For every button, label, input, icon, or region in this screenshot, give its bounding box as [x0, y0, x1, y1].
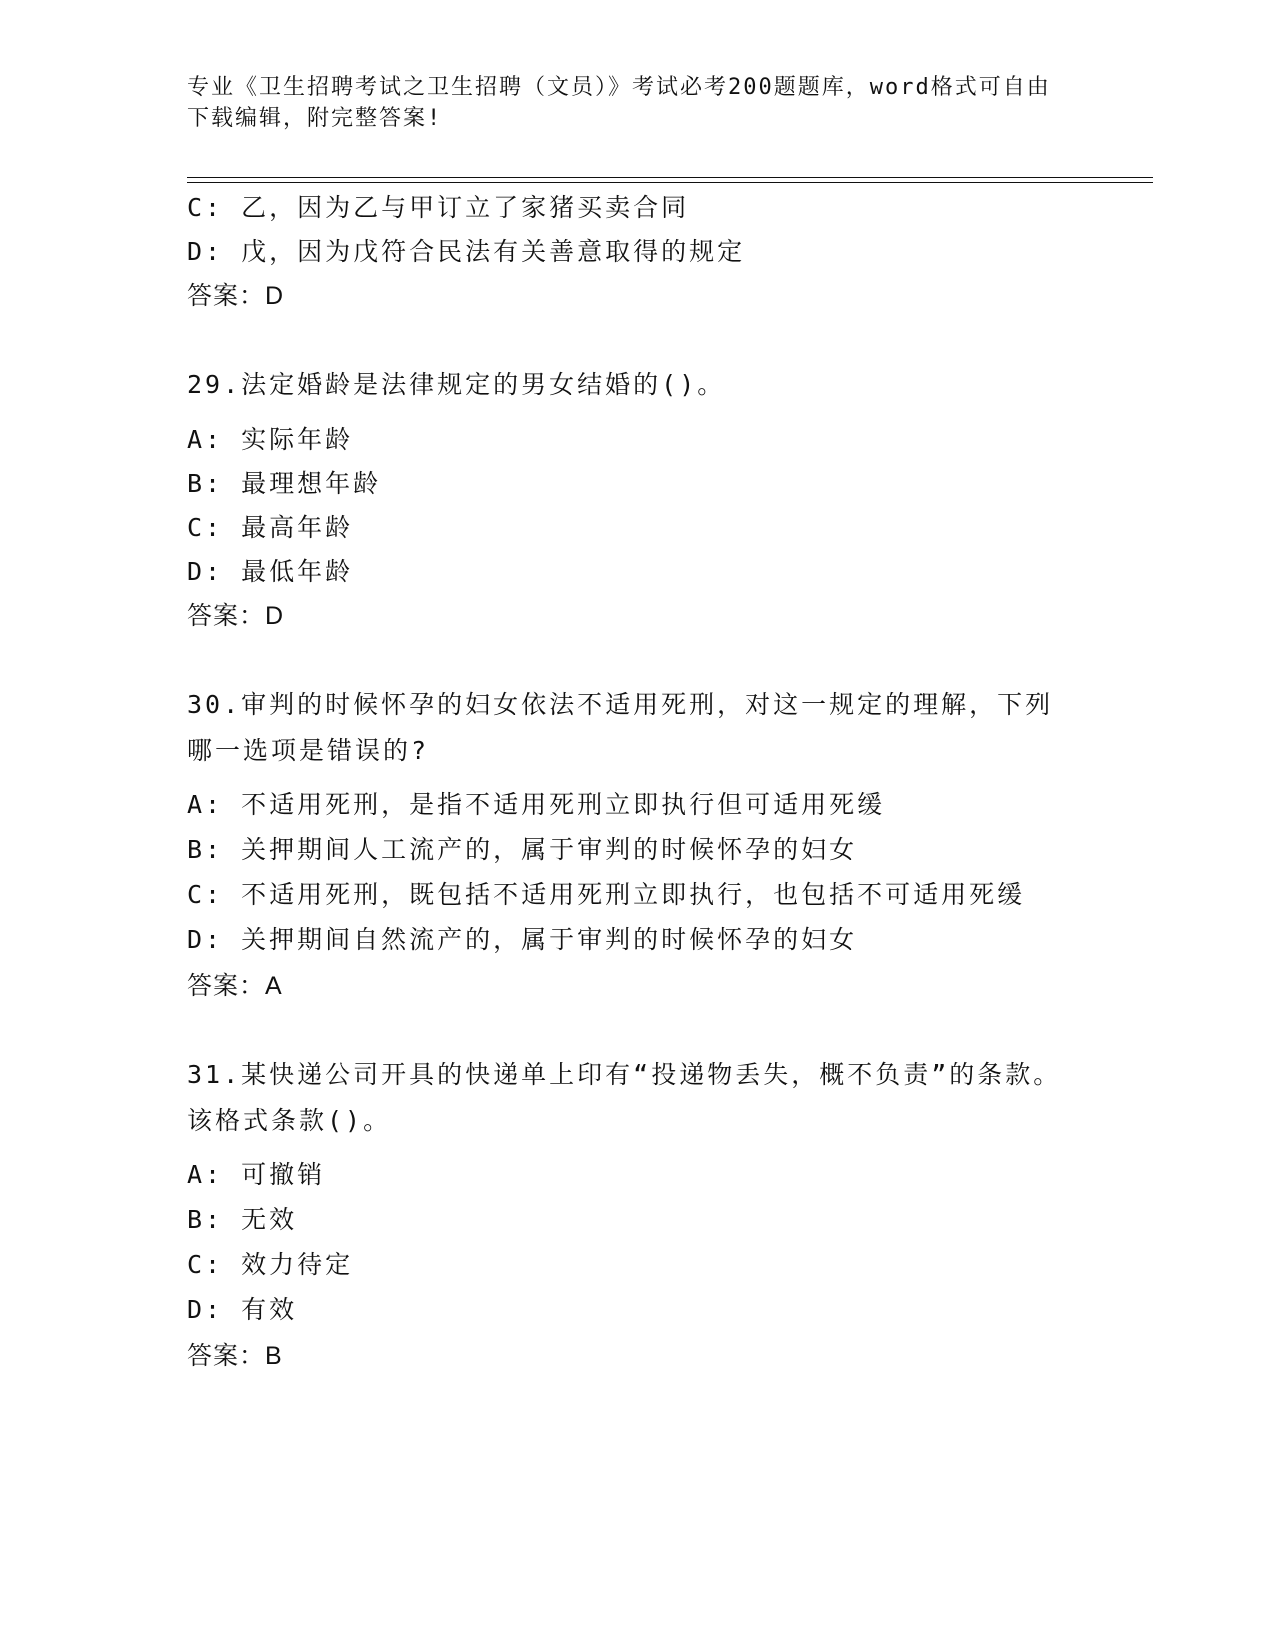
- q30-answer: 答案：A: [187, 972, 283, 1000]
- option-key: B:: [187, 1205, 224, 1234]
- option-key: B:: [187, 469, 224, 498]
- option-d: [187, 232, 1087, 268]
- q29-answer: 答案：D: [187, 602, 285, 630]
- option-key: D:: [187, 237, 224, 266]
- option-key: A:: [187, 1160, 224, 1189]
- option-text: 不适用死刑，既包括不适用死刑立即执行，也包括不可适用死缓: [241, 880, 1026, 909]
- option-key: D:: [187, 1295, 224, 1324]
- q30-option-c: [187, 875, 1087, 911]
- option-text: 无效: [241, 1205, 298, 1234]
- question-30-title: 30.审判的时候怀孕的妇女依法不适用死刑，对这一规定的理解，下列哪一选项是错误的?: [187, 690, 1054, 765]
- option-text: 最低年龄: [241, 557, 354, 586]
- answer-line: 答案：D: [187, 282, 285, 310]
- option-key: A:: [187, 425, 224, 454]
- option-text: 关押期间人工流产的，属于审判的时候怀孕的妇女: [241, 835, 858, 864]
- q30-option-a: [187, 785, 1087, 821]
- option-key: C:: [187, 880, 224, 909]
- option-text: 有效: [241, 1295, 298, 1324]
- q29-option-b: [187, 464, 1087, 500]
- q29-option-c: [187, 508, 1087, 544]
- q31-option-c: [187, 1245, 1087, 1281]
- option-key: C:: [187, 193, 224, 222]
- q30-option-d: [187, 920, 1087, 956]
- option-text: 戊，因为戊符合民法有关善意取得的规定: [241, 237, 746, 266]
- option-key: A:: [187, 790, 224, 819]
- q31-option-a: [187, 1155, 1087, 1191]
- q31-answer: 答案：B: [187, 1342, 283, 1370]
- q31-option-b: [187, 1200, 1087, 1236]
- option-text: 最高年龄: [241, 513, 354, 542]
- option-key: B:: [187, 835, 224, 864]
- document-intro: 专业《卫生招聘考试之卫生招聘（文员）》考试必考200题题库，word格式可自由下载编辑，附完整答案!: [187, 75, 1051, 131]
- option-key: D:: [187, 557, 224, 586]
- option-text: 可撤销: [241, 1160, 326, 1189]
- question-31-title: 31.某快递公司开具的快递单上印有“投递物丢失，概不负责”的条款。该格式条款()。: [187, 1060, 1062, 1135]
- option-text: 效力待定: [241, 1250, 354, 1279]
- option-text: 最理想年龄: [241, 469, 382, 498]
- q29-option-d: [187, 552, 1087, 588]
- option-key: D:: [187, 925, 224, 954]
- q29-option-a: [187, 420, 1087, 456]
- q30-option-b: [187, 830, 1087, 866]
- option-key: C:: [187, 513, 224, 542]
- option-text: 不适用死刑，是指不适用死刑立即执行但可适用死缓: [241, 790, 886, 819]
- option-text: 乙，因为乙与甲订立了家猪买卖合同: [241, 193, 690, 222]
- header-rule-bottom: [187, 182, 1153, 183]
- q31-option-d: [187, 1290, 1087, 1326]
- header-rule-top: [187, 177, 1153, 178]
- option-text: 实际年龄: [241, 425, 354, 454]
- option-text: 关押期间自然流产的，属于审判的时候怀孕的妇女: [241, 925, 858, 954]
- option-key: C:: [187, 1250, 224, 1279]
- question-29-title: 29.法定婚龄是法律规定的男女结婚的()。: [187, 370, 726, 399]
- option-c: [187, 188, 1087, 224]
